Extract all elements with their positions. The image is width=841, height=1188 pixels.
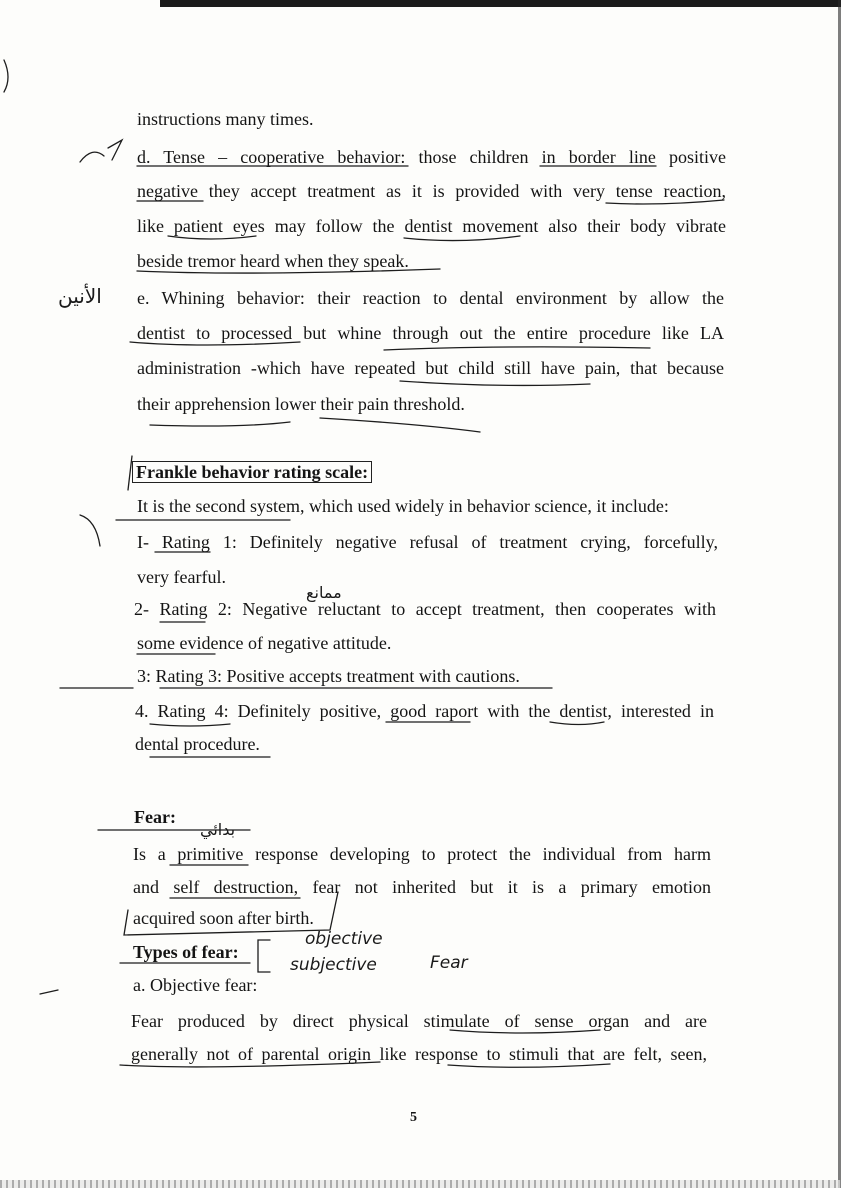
fear-line: Is a primitive response developing to protect the individual from harm [133, 844, 711, 864]
frankl-line: 3: Rating 3: Positive accepts treatment with cautions. [137, 666, 520, 686]
frankl-line: 4. Rating 4: Definitely positive, good raport with the dentist, interested in [135, 701, 714, 721]
pen-mark [40, 990, 58, 994]
frankl-line: dental procedure. [135, 734, 260, 754]
pen-mark [4, 60, 8, 92]
fear-line: and self destruction, fear not inherited but it is a primary emotion [133, 877, 711, 897]
handwritten-note-arabic: بدائي [200, 820, 236, 839]
fear-line: Fear produced by direct physical stimulate of sense organ and are [131, 1011, 707, 1031]
text-line: beside tremor heard when they speak. [137, 251, 409, 271]
fear-heading: Fear: [134, 807, 176, 827]
handwritten-note-arabic: الأنين [58, 284, 102, 308]
handwritten-note: subjective [290, 955, 377, 975]
text-line: negative they accept treatment as it is provided with very tense reaction, [137, 181, 726, 201]
frankl-heading [132, 461, 372, 483]
handwritten-note: Fear [430, 953, 468, 973]
pen-mark [80, 515, 100, 546]
pen-underline [384, 347, 650, 350]
text-line: dentist to processed but whine through out the entire procedure like LA [137, 323, 724, 343]
pen-underline [150, 724, 230, 726]
fear-line: generally not of parental origin like response to stimuli that are felt, seen, [131, 1044, 707, 1064]
fear-line: acquired soon after birth. [133, 908, 314, 928]
objective-fear-heading: a. Objective fear: [133, 975, 258, 995]
pen-underline [550, 722, 604, 725]
text-line: their apprehension lower their pain threshold. [137, 394, 465, 414]
handwritten-note-arabic: ممانع [306, 583, 342, 602]
handwritten-note: objective [305, 929, 383, 949]
scan-top-edge [160, 0, 841, 7]
frankl-line: I- Rating 1: Definitely negative refusal of treatment crying, forcefully, [137, 532, 718, 552]
text-line: d. Tense – cooperative behavior: those children in border line positive [137, 147, 726, 167]
text-line: instructions many times. [137, 109, 314, 129]
page-number: 5 [410, 1110, 417, 1125]
frankl-intro: It is the second system, which used widely in behavior science, it include: [137, 496, 669, 516]
frankl-line: some evidence of negative attitude. [137, 633, 392, 653]
frankl-heading-box: Frankle behavior rating scale: [132, 461, 372, 483]
pen-underline [150, 422, 290, 426]
frankl-line: very fearful. [137, 567, 226, 587]
scan-bottom-edge [0, 1180, 841, 1188]
types-of-fear-heading: Types of fear: [133, 942, 239, 962]
pen-mark [80, 140, 122, 162]
text-line: like patient eyes may follow the dentist movement also their body vibrate [137, 216, 726, 236]
pen-underline [320, 418, 480, 432]
frankl-line: 2- Rating 2: Negative reluctant to accept treatment, then cooperates with [134, 599, 716, 619]
pen-bracket [258, 940, 270, 972]
pen-underline [400, 381, 590, 385]
text-line: e. Whining behavior: their reaction to dental environment by allow the [137, 288, 724, 308]
text-line: administration -which have repeated but child still have pain, that because [137, 358, 724, 378]
